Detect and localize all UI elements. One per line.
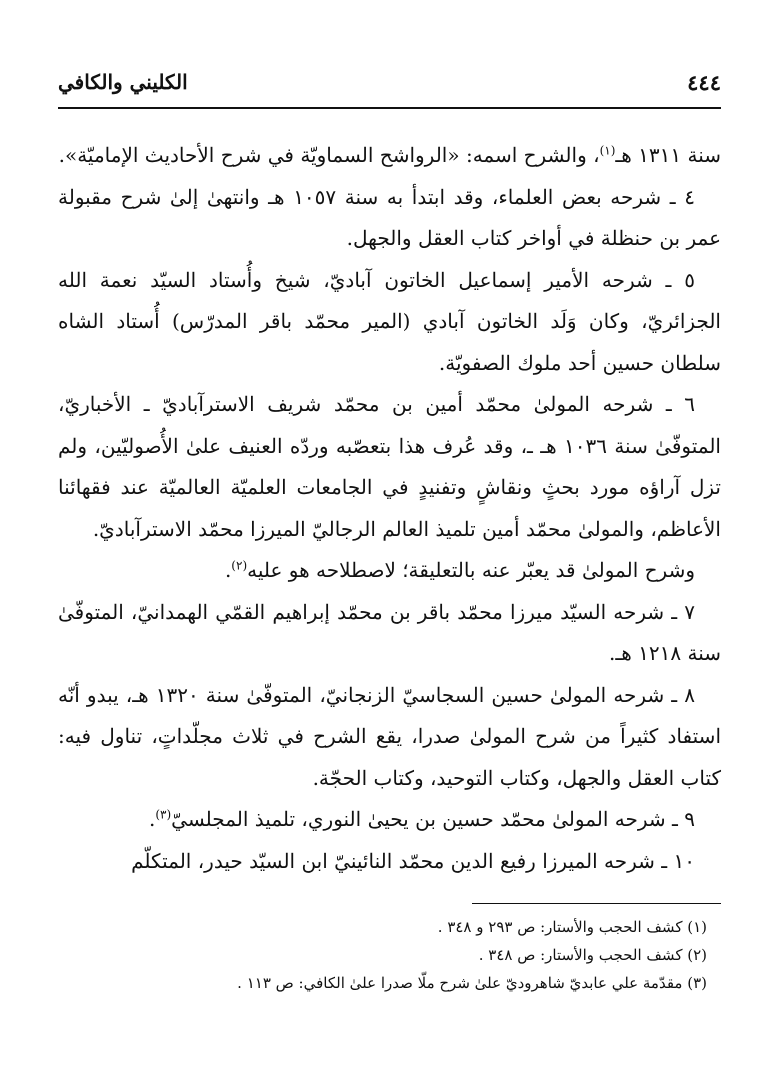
paragraph-continuation: [58, 135, 721, 177]
footnote-ref-2: (٢): [231, 558, 248, 573]
running-title: الكليني والكافي: [58, 70, 188, 94]
paragraph-item-8: ٨ ـ شرحه المولىٰ حسين السجاسيّ الزنجانيّ، المتوفّىٰ سنة ١٣٢٠ هـ، يبدو أنّه استفاد كثيراً من شرح المولىٰ صدرا، يقع الشرح في ثلاث مجلّداتٍ، تناول فيه: كتاب العقل والجهل، وكتاب التوحيد، وكتاب الحجّة.: [58, 682, 721, 790]
page-header: [58, 62, 721, 108]
footnotes: [58, 913, 721, 997]
paragraph-item-4: ٤ ـ شرحه بعض العلماء، وقد ابتدأ به سنة ١٠٥٧ هـ وانتهىٰ إلىٰ شرح مقبولة عمر بن حنظلة في أواخر كتاب العقل والجهل.: [58, 184, 721, 250]
paragraph-text: وشرح المولىٰ قد يعبّر عنه بالتعليقة؛ لاصطلاحه هو عليه: [247, 558, 695, 582]
footnote-1: (١) كشف الحجب والأستار: ص ٢٩٣ و ٣٤٨ .: [437, 918, 707, 936]
footnote-2: (٢) كشف الحجب والأستار: ص ٣٤٨ .: [478, 946, 707, 964]
sentence-period: .: [148, 807, 156, 831]
footnote-rule: [472, 903, 721, 904]
footnote-3: (٣) مقدّمة علي عابديّ شاهروديّ علىٰ شرح ملّا صدرا علىٰ الكافي: ص ١١٣ .: [237, 974, 707, 992]
paragraph-text: ، والشرح اسمه: «الرواشح السماويّة في شرح الأحاديث الإماميّة».: [58, 143, 600, 167]
paragraph-commentary-note: [58, 550, 721, 592]
paragraph-item-5: ٥ ـ شرحه الأمير إسماعيل الخاتون آباديّ، شيخ وأُستاد السيّد نعمة الله الجزائريّ، وكان وَلَد الخاتون آبادي (المير محمّد باقر المدرّس) أُستاد الشاه سلطان حسين أحد ملوك الصفويّة.: [58, 267, 721, 375]
footnote-ref-3: (٣): [155, 807, 172, 822]
paragraph-item-9: [58, 799, 721, 841]
page-number: ٤٤٤: [687, 70, 721, 95]
paragraph-text: سنة ١٣١١ هـ: [615, 143, 721, 167]
paragraph-text: ٩ ـ شرحه المولىٰ محمّد حسين بن يحيىٰ النوري، تلميذ المجلسيّ: [171, 807, 695, 831]
paragraph-item-10: ١٠ ـ شرحه الميرزا رفيع الدين محمّد النائينيّ ابن السيّد حيدر، المتكلّم: [131, 848, 695, 873]
header-rule: [58, 107, 721, 109]
sentence-period: .: [224, 558, 232, 582]
footnote-ref-1: (١): [599, 143, 616, 158]
body-text: [58, 135, 721, 882]
paragraph-item-6: ٦ ـ شرحه المولىٰ محمّد أمين بن محمّد شريف الاسترآباديّ ـ الأخباريّ، المتوفّىٰ سنة ١٠٣٦ هـ ـ، وقد عُرف هذا بتعصّبه وردّه العنيف علىٰ الأُصوليّين، ولم تزل آراؤه مورد بحثٍ ونقاشٍ وتفنيدٍ في الجامعات العلميّة العالميّة عند فقهائنا الأعاظم، والمولىٰ محمّد أمين تلميذ العالم الرجاليّ الميرزا محمّد الاسترآباديّ.: [58, 392, 721, 541]
paragraph-item-7: ٧ ـ شرحه السيّد ميرزا محمّد باقر بن محمّد إبراهيم القمّي الهمدانيّ، المتوفّىٰ سنة ١٢١٨ هـ.: [58, 599, 721, 665]
